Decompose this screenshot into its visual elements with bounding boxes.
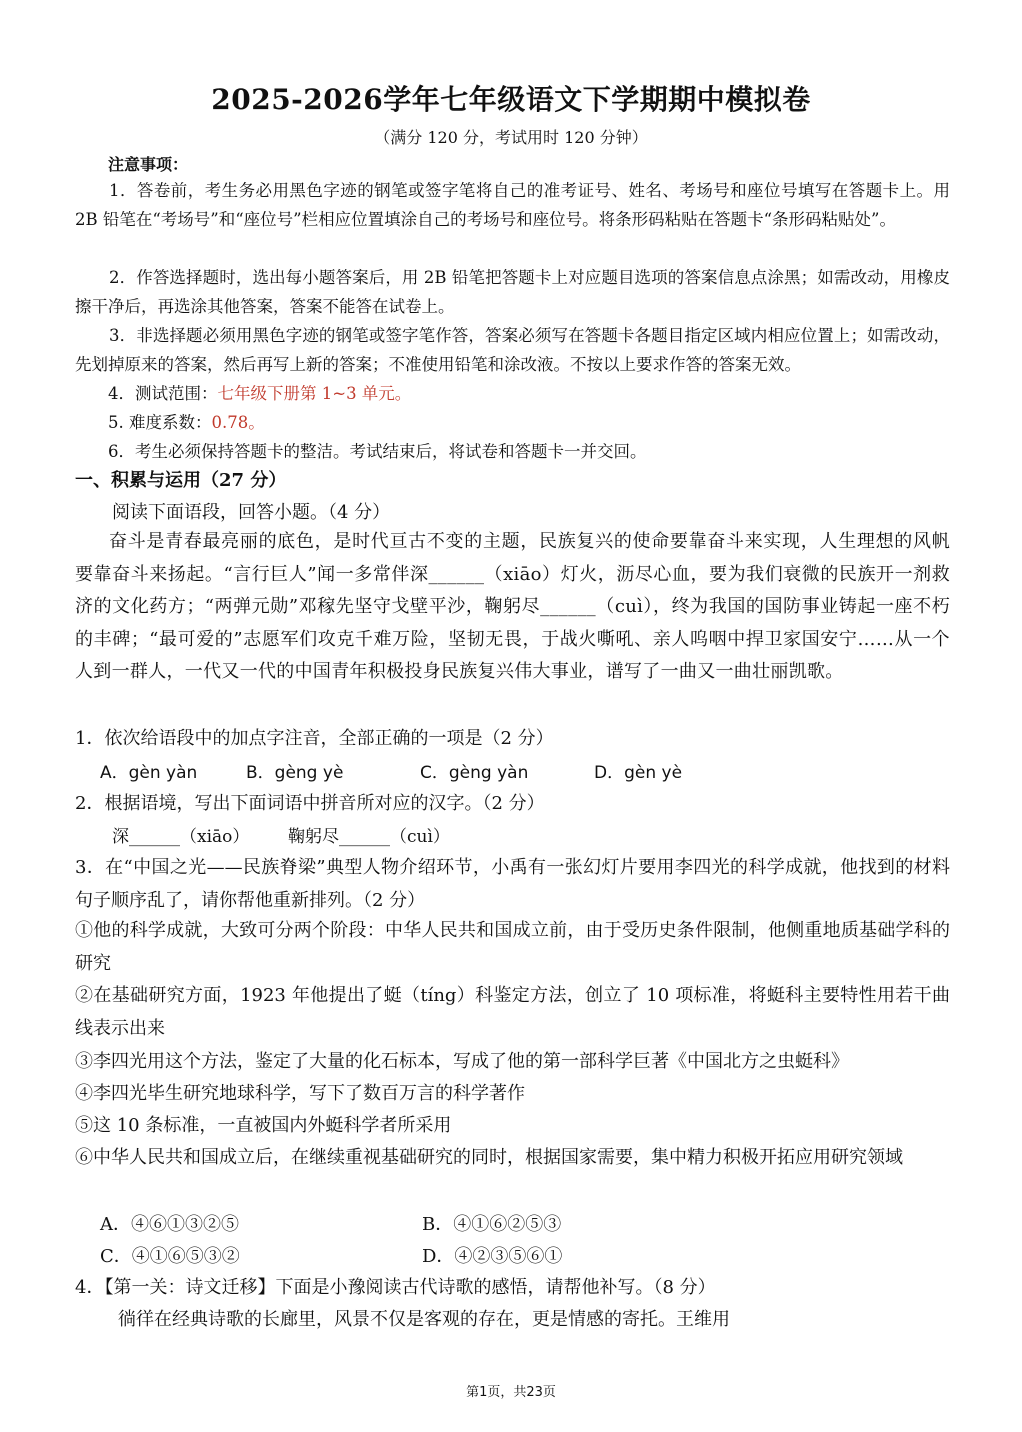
q1-option-d: D．gèn yè bbox=[594, 763, 683, 783]
q3-sentence-4: ④李四光毕生研究地球科学，写下了数百万言的科学著作 bbox=[75, 1083, 525, 1104]
notice-heading: 注意事项： bbox=[108, 155, 189, 174]
notice-1: 1．答卷前，考生务必用黑色字迹的钢笔或签字笔将自己的准考证号、姓名、考场号和座位号填写在答题卡上。用 2B 铅笔在“考场号”和“座位号”栏相应位置填涂自己的考场号和座位号。将条形码粘贴在答题卡“条形码粘贴处”。 bbox=[75, 181, 950, 229]
notice-5-label: 5. 难度系数： bbox=[108, 413, 212, 432]
reading-intro: 阅读下面语段，回答小题。（4 分） bbox=[112, 502, 391, 523]
notice-4 bbox=[108, 380, 411, 404]
notice-5-value: 0.78。 bbox=[211, 413, 265, 432]
q3-sentence-5: ⑤这 10 条标准，一直被国内外蜓科学者所采用 bbox=[75, 1115, 452, 1136]
question-1: 1．依次给语段中的加点字注音，全部正确的一项是（2 分） bbox=[75, 728, 554, 749]
q3-sentence-6: ⑥中华人民共和国成立后，在继续重视基础研究的同时，根据国家需要，集中精力积极开拓应用研究领域 bbox=[75, 1147, 903, 1168]
q3-option-d: D．④②③⑤⑥① bbox=[422, 1246, 563, 1267]
page-footer: 第1页，共23页 bbox=[466, 1385, 556, 1400]
reading-passage: 奋斗是青春最亮丽的底色，是时代亘古不变的主题，民族复兴的使命要靠奋斗来实现，人生理想的风帆要靠奋斗来扬起。“言行巨人”闻一多常伴深______（xiāo）灯火，沥尽心血，要为我们衰微的民族开一剂救济的文化药方；“两弹元勋”邓稼先坚守戈壁平沙，鞠躬尽______（cuì），终为我国的国防事业铸起一座不朽的丰碑；“最可爱的”志愿军们攻克千难万险，坚韧无畏，于战火嘶吼、亲人呜咽中捍卫家国安宁……从一个人到一群人，一代又一代的中国青年积极投身民族复兴伟大事业，谱写了一曲又一曲壮丽凯歌。 bbox=[75, 531, 950, 682]
notice-6: 6．考生必须保持答题卡的整洁。考试结束后，将试卷和答题卡一并交回。 bbox=[108, 442, 647, 461]
q2-item-2: 鞠躬尽______（cuì） bbox=[288, 827, 450, 847]
notice-4-label: 4．测试范围： bbox=[108, 384, 218, 403]
q3-sentence-1: ①他的科学成就，大致可分两个阶段：中华人民共和国成立前，由于受历史条件限制，他侧重地质基础学科的研究 bbox=[75, 920, 950, 974]
q3-option-c: C．④①⑥⑤③② bbox=[100, 1246, 240, 1267]
notice-5 bbox=[108, 409, 265, 433]
section-heading: 一、积累与运用（27 分） bbox=[75, 470, 287, 491]
q3-option-a: A．④⑥①③②⑤ bbox=[100, 1214, 239, 1235]
q1-option-a: A．gèn yàn bbox=[100, 763, 198, 783]
notice-3: 3．非选择题必须用黑色字迹的钢笔或签字笔作答，答案必须写在答题卡各题目指定区域内相应位置上；如需改动，先划掉原来的答案，然后再写上新的答案；不准使用铅笔和涂改液。不按以上要求作答的答案无效。 bbox=[75, 326, 950, 374]
q2-item-1: 深______（xiāo） bbox=[112, 827, 250, 847]
notice-2: 2．作答选择题时，选出每小题答案后，用 2B 铅笔把答题卡上对应题目选项的答案信息点涂黑；如需改动，用橡皮擦干净后，再选涂其他答案，答案不能答在试卷上。 bbox=[75, 268, 950, 316]
q3-sentence-2: ②在基础研究方面，1923 年他提出了蜓（tíng）科鉴定方法，创立了 10 项标准，将蜓科主要特性用若干曲线表示出来 bbox=[75, 985, 950, 1039]
q1-option-c: C．gèng yàn bbox=[420, 763, 529, 783]
page-title: 2025-2026学年七年级语文下学期期中模拟卷 bbox=[211, 83, 811, 116]
q4-text: 徜徉在经典诗歌的长廊里，风景不仅是客观的存在，更是情感的寄托。王维用 bbox=[118, 1309, 730, 1330]
question-2: 2．根据语境，写出下面词语中拼音所对应的汉字。（2 分） bbox=[75, 793, 545, 814]
notice-4-value: 七年级下册第 1~3 单元。 bbox=[217, 384, 412, 403]
q3-option-b: B．④①⑥②⑤③ bbox=[422, 1214, 562, 1235]
q3-sentence-3: ③李四光用这个方法，鉴定了大量的化石标本，写成了他的第一部科学巨著《中国北方之虫蜓科》 bbox=[75, 1051, 849, 1072]
q1-option-b: B．gèng yè bbox=[246, 763, 344, 783]
question-3: 3．在“中国之光——民族脊梁”典型人物介绍环节，小禹有一张幻灯片要用李四光的科学成就，他找到的材料句子顺序乱了，请你帮他重新排列。（2 分） bbox=[75, 857, 950, 911]
question-4: 4．【第一关：诗文迁移】下面是小豫阅读古代诗歌的感悟，请帮他补写。（8 分） bbox=[75, 1277, 716, 1298]
page-subtitle: （满分 120 分，考试用时 120 分钟） bbox=[374, 128, 648, 147]
